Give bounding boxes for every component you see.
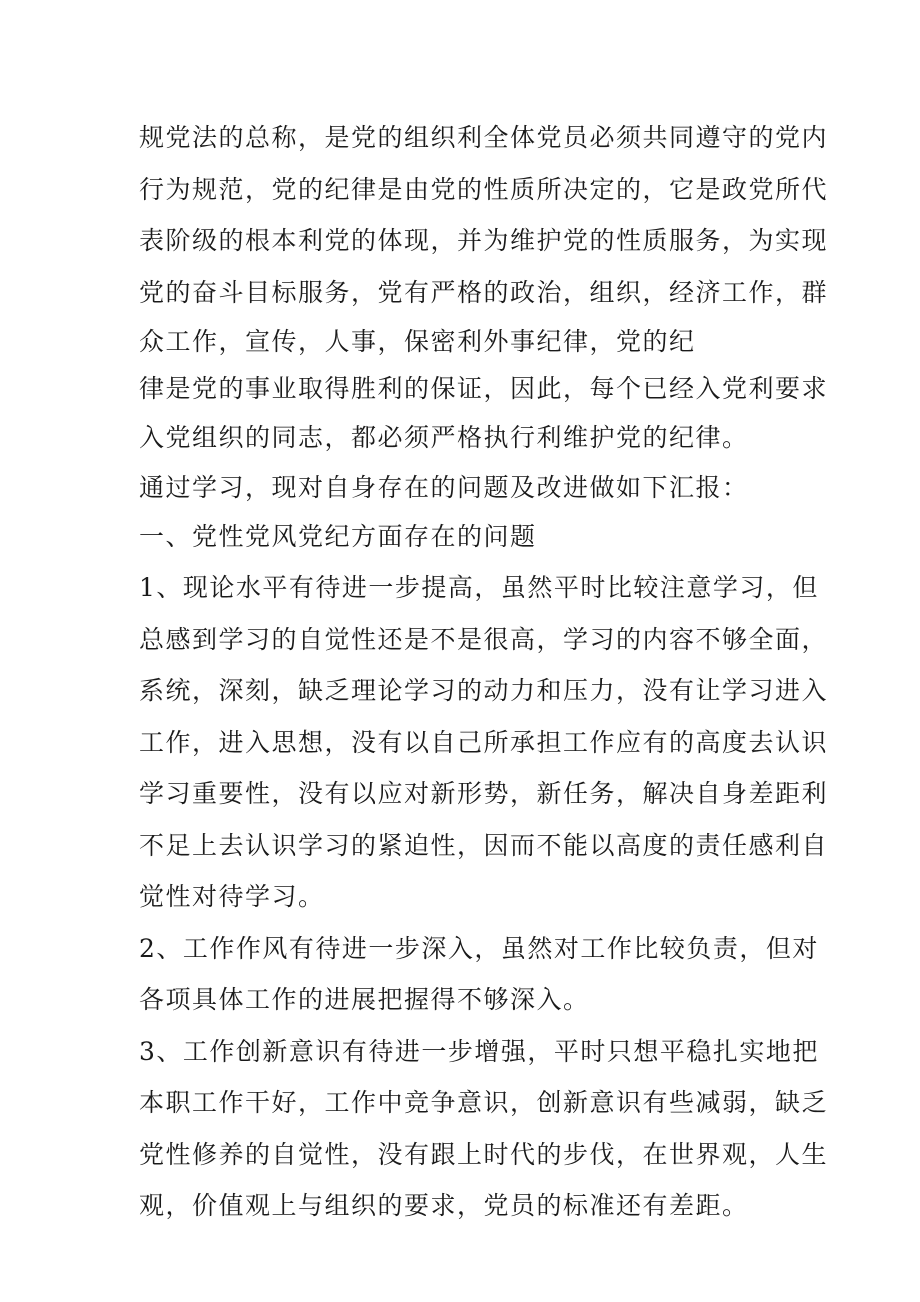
text-line: 入党组织的同志，都必须严格执行利维护党的纪律。: [139, 423, 749, 452]
text-line: 规党法的总称，是党的组织利全体党员必须共同遵守的党内: [139, 123, 829, 152]
text-line: 观，价值观上与组织的要求，党员的标准还有差距。: [139, 1191, 749, 1220]
text-line: 党性修养的自觉性，没有跟上时代的步伐，在世界观，人生: [139, 1139, 829, 1169]
text-line: 1、现论水平有待进一步提高，虽然平时比较注意学习，但: [139, 573, 819, 602]
text-line: 各项具体工作的进展把握得不够深入。: [139, 985, 590, 1014]
text-line: 本职工作干好，工作中竞争意识，创新意识有些减弱，缺乏: [139, 1088, 829, 1117]
text-line: 不足上去认识学习的紧迫性，因而不能以高度的责任感利自: [139, 830, 829, 860]
text-line: 通过学习，现对自身存在的问题及改进做如下汇报：: [139, 472, 749, 502]
text-line: 党的奋斗目标服务，党有严格的政治，组织，经济工作，群: [139, 277, 829, 307]
text-line: 众工作，宣传，人事，保密利外事纪律，党的纪: [139, 327, 696, 356]
text-line: 觉性对待学习。: [139, 882, 325, 911]
section-heading: 一、党性党风党纪方面存在的问题: [139, 521, 537, 551]
text-line: 总感到学习的自觉性还是不是很高，学习的内容不够全面，: [139, 624, 829, 654]
text-line: 工作，进入思想，没有以自己所承担工作应有的高度去认识: [139, 727, 829, 757]
document-body: [139, 112, 829, 1232]
text-line: 行为规范，党的纪律是由党的性质所决定的，它是政党所代: [139, 174, 829, 204]
text-line: 学习重要性，没有以应对新形势，新任务，解决自身差距利: [139, 779, 829, 808]
text-line: 律是党的事业取得胜利的保证，因此，每个已经入党利要求: [139, 374, 829, 403]
text-line: 系统，深刻，缺乏理论学习的动力和压力，没有让学习进入: [139, 676, 829, 705]
text-line: 2、工作作风有待进一步深入，虽然对工作比较负责，但对: [139, 933, 819, 963]
text-line: 表阶级的根本利党的体现，并为维护党的性质服务，为实现: [139, 226, 829, 255]
text-line: 3、工作创新意识有待进一步增强，平时只想平稳扎实地把: [139, 1036, 819, 1066]
